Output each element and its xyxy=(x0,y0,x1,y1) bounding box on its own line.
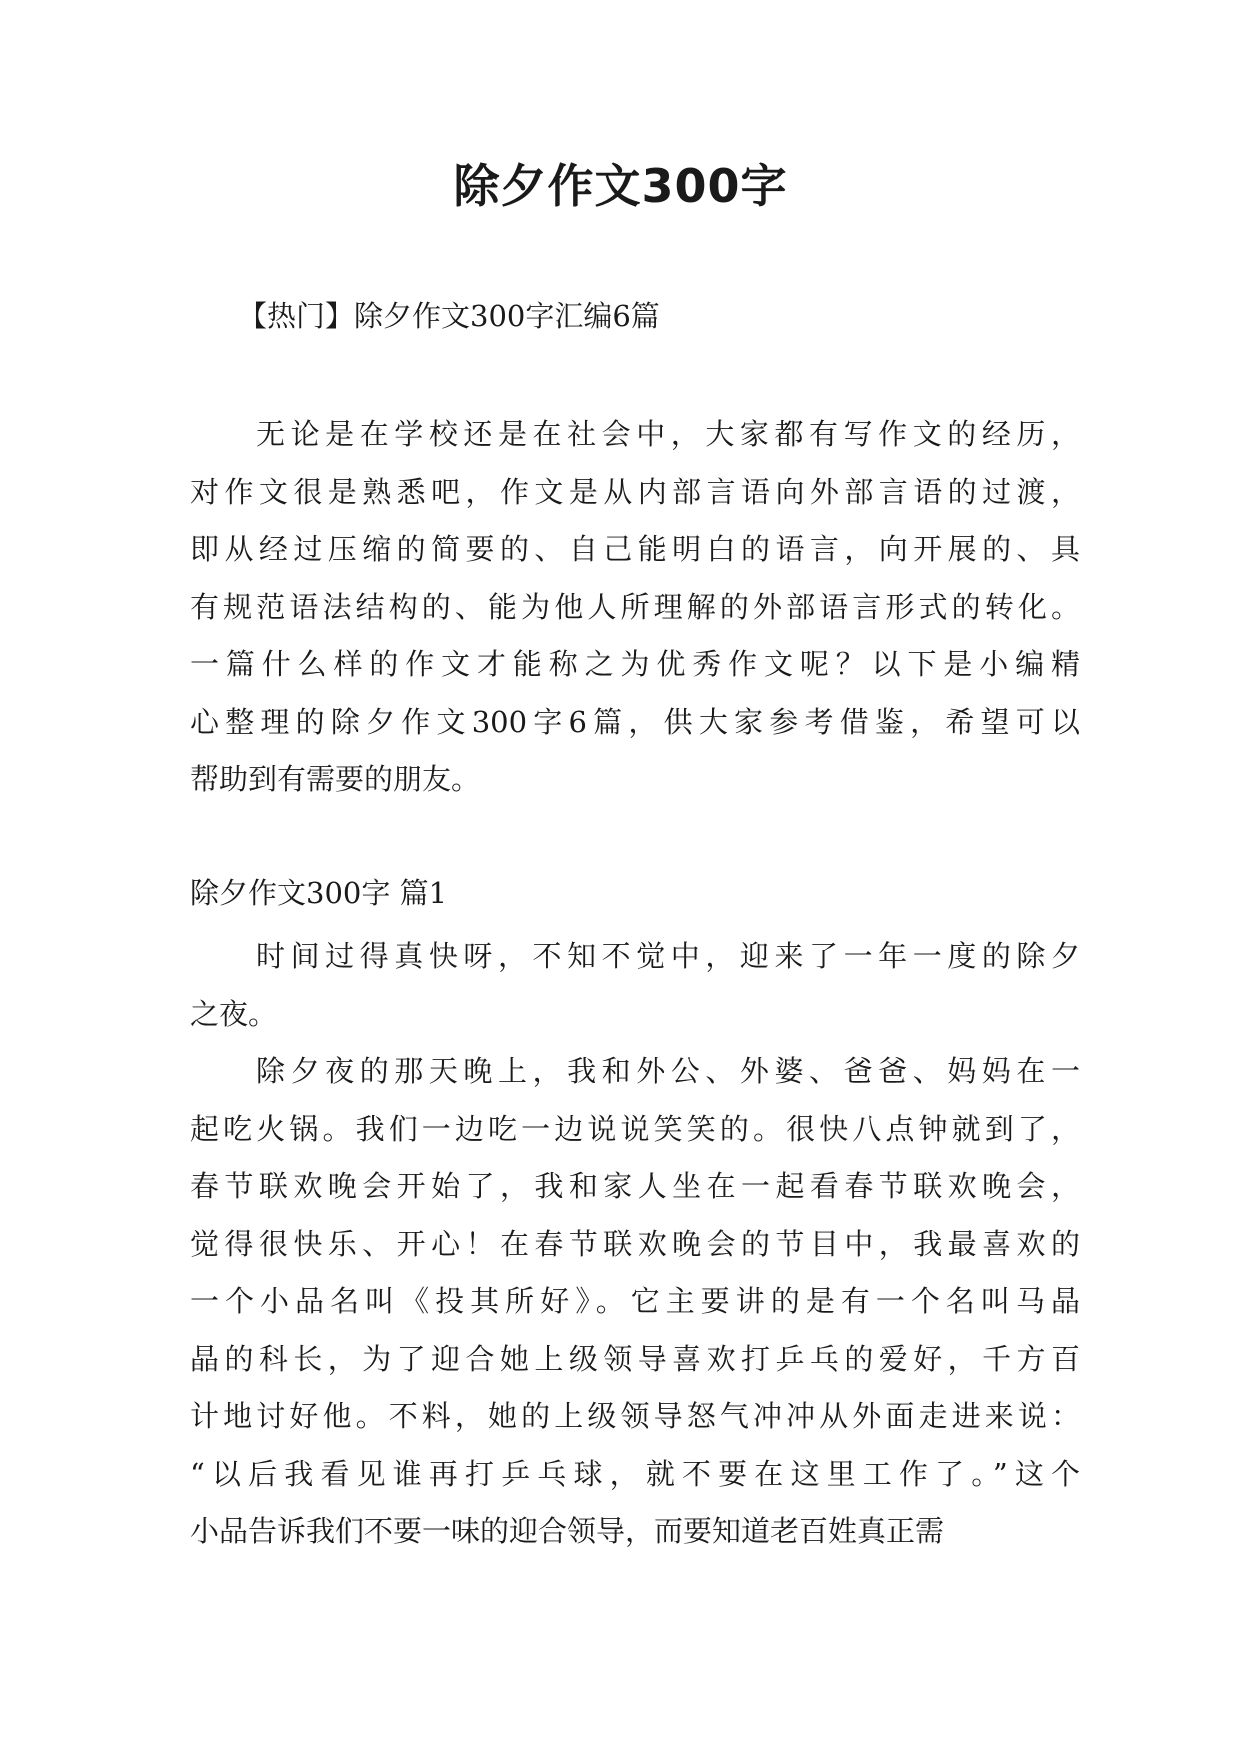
intro-line: 有规范语法结构的、能为他人所理解的外部语言形式的转化。 xyxy=(190,589,1080,624)
intro-line: 即从经过压缩的简要的、自己能明白的语言，向开展的、具 xyxy=(190,532,1080,566)
paragraph-line: “以后我看见谁再打乒乓球，就不要在这里工作了。”这个 xyxy=(190,1456,1080,1491)
essay-paragraph-2 xyxy=(190,1043,1080,1561)
intro-line: 帮助到有需要的朋友。 xyxy=(190,762,481,796)
section-heading: 除夕作文300字 篇1 xyxy=(190,876,448,910)
intro-line: 一篇什么样的作文才能称之为优秀作文呢？以下是小编精 xyxy=(190,647,1080,681)
paragraph-line: 春节联欢晚会开始了，我和家人坐在一起看春节联欢晚会， xyxy=(190,1169,1080,1203)
intro-line: 心整理的除夕作文300字6篇，供大家参考借鉴，希望可以 xyxy=(190,704,1080,739)
paragraph-line: 一个小品名叫《投其所好》。它主要讲的是有一个名叫马晶 xyxy=(190,1284,1080,1318)
paragraph-line: 起吃火锅。我们一边吃一边说说笑笑的。很快八点钟就到了， xyxy=(190,1111,1080,1146)
document-title: 除夕作文300字 xyxy=(453,159,788,213)
paragraph-line: 计地讨好他。不料，她的上级领导怒气冲冲从外面走进来说： xyxy=(190,1399,1080,1433)
document-subtitle: 【热门】除夕作文300字汇编6篇 xyxy=(238,299,660,333)
intro-paragraph xyxy=(190,406,1080,809)
paragraph-line: 晶的科长，为了迎合她上级领导喜欢打乒乓的爱好，千方百 xyxy=(190,1341,1080,1376)
intro-line: 无论是在学校还是在社会中，大家都有写作文的经历， xyxy=(256,417,1080,451)
paragraph-line: 之夜。 xyxy=(190,996,278,1031)
paragraph-line: 觉得很快乐、开心！在春节联欢晚会的节目中，我最喜欢的 xyxy=(190,1226,1080,1261)
paragraph-line: 时间过得真快呀，不知不觉中，迎来了一年一度的除夕 xyxy=(256,939,1080,973)
essay-paragraph-1 xyxy=(190,928,1080,1043)
paragraph-line: 小品告诉我们不要一味的迎合领导，而要知道老百姓真正需 xyxy=(190,1514,945,1548)
paragraph-line: 除夕夜的那天晚上，我和外公、外婆、爸爸、妈妈在一 xyxy=(256,1054,1080,1088)
intro-line: 对作文很是熟悉吧，作文是从内部言语向外部言语的过渡， xyxy=(190,474,1080,509)
